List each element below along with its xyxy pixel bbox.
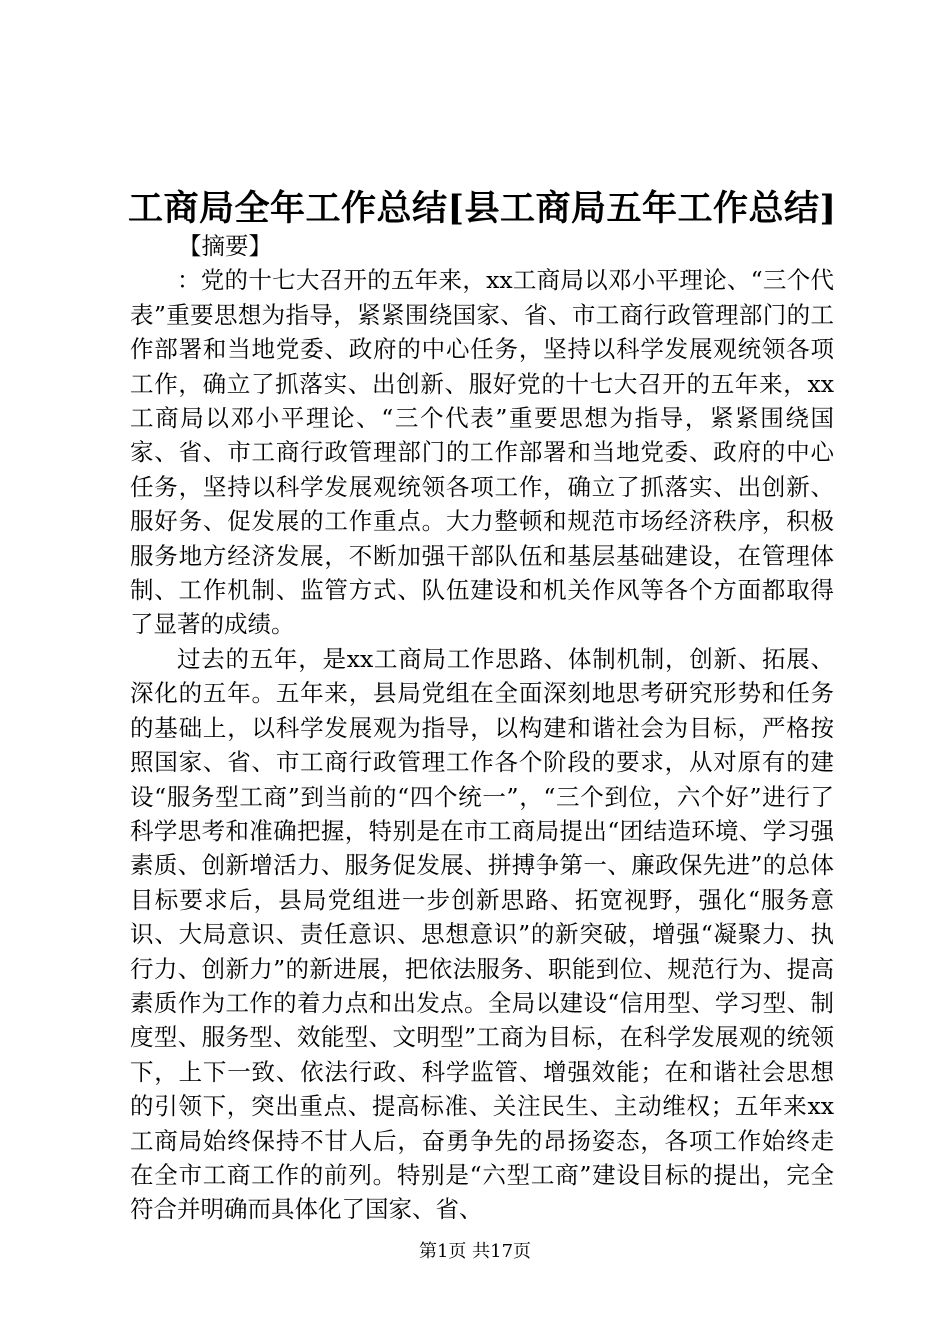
document-body bbox=[130, 229, 834, 1227]
paragraph: ：党的十七大召开的五年来，xx工商局以邓小平理论、“三个代表”重要思想为指导，紧紧围绕国家、省、市工商行政管理部门的工作部署和当地党委、政府的中心任务，坚持以科学发展观统领各项工作，确立了抓落实、出创新、服好党的十七大召开的五年来，xx工商局以邓小平理论、“三个代表”重要思想为指导，紧紧围绕国家、省、市工商行政管理部门的工作部署和当地党委、政府的中心任务，坚持以科学发展观统领各项工作，确立了抓落实、出创新、服好务、促发展的工作重点。大力整顿和规范市场经济秩序，积极服务地方经济发展，不断加强干部队伍和基层基础建设，在管理体制、工作机制、监管方式、队伍建设和机关作风等各个方面都取得了显著的成绩。 bbox=[130, 266, 834, 639]
paragraph: 过去的五年，是xx工商局工作思路、体制机制，创新、拓展、深化的五年。五年来，县局党组在全面深刻地思考研究形势和任务的基础上，以科学发展观为指导，以构建和谐社会为目标，严格按照国家、省、市工商行政管理工作各个阶段的要求，从对原有的建设“服务型工商”到当前的“四个统一”，“三个到位，六个好”进行了科学思考和准确把握，特别是在市工商局提出“团结造环境、学习强素质、创新增活力、服务促发展、拼搏争第一、廉政保先进”的总体目标要求后，县局党组进一步创新思路、拓宽视野，强化“服务意识、大局意识、责任意识、思想意识”的新突破，增强“凝聚力、执行力、创新力”的新进展，把依法服务、职能到位、规范行为、提高素质作为工作的着力点和出发点。全局以建设“信用型、学习型、制度型、服务型、效能型、文明型”工商为目标，在科学发展观的统领下，上下一致、依法行政、科学监管、增强效能；在和谐社会思想的引领下，突出重点、提高标准、关注民生、主动维权；五年来xx工商局始终保持不甘人后，奋勇争先的昂扬姿态，各项工作始终走在全市工商工作的前列。特别是“六型工商”建设目标的提出，完全符合并明确而具体化了国家、省、 bbox=[130, 644, 834, 1224]
abstract-label: 【摘要】 bbox=[178, 232, 272, 260]
page-footer: 第1页 共17页 bbox=[418, 1241, 532, 1262]
document-title: 工商局全年工作总结[县工商局五年工作总结] bbox=[128, 188, 837, 229]
